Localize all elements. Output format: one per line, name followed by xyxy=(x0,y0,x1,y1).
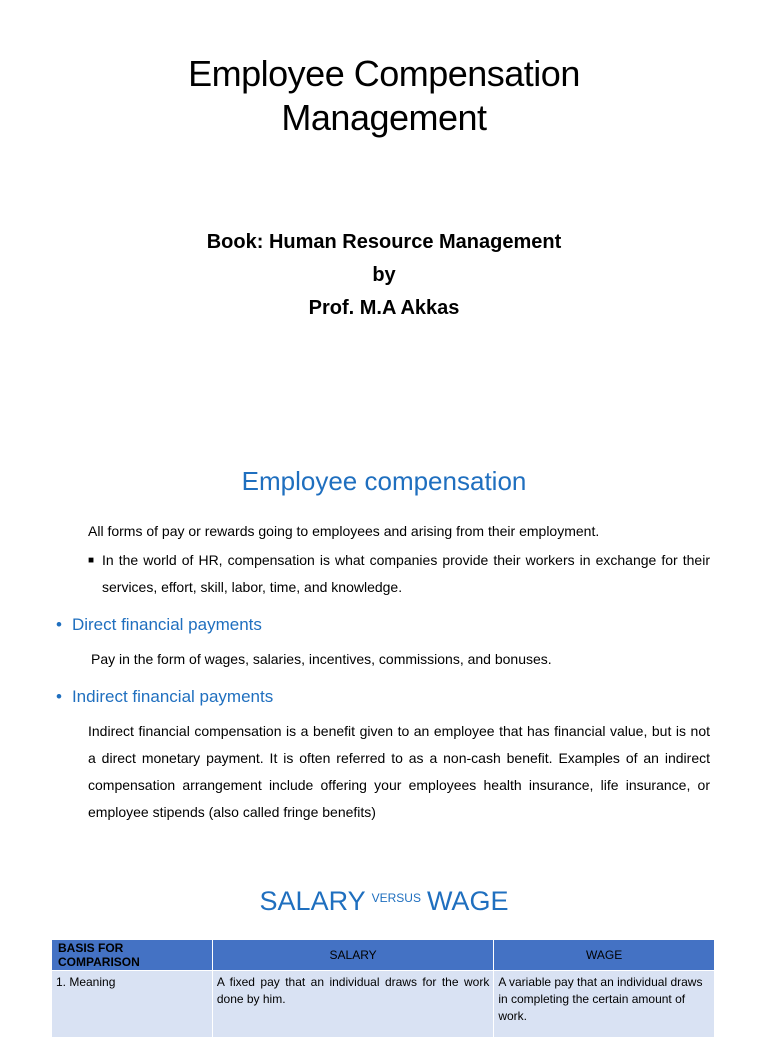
by-text: by xyxy=(372,264,396,286)
main-title-line2: Management xyxy=(281,97,487,138)
book-name: Book: Human Resource Management xyxy=(206,231,562,253)
square-bullet-icon: ■ xyxy=(88,555,95,566)
table-row xyxy=(52,971,715,1038)
indirect-payments-label: Indirect financial payments xyxy=(71,687,274,706)
section-title: Employee compensation xyxy=(241,466,527,496)
salary-title: SALARY xyxy=(259,886,366,916)
wage-title: WAGE xyxy=(426,886,509,916)
direct-payments-heading xyxy=(56,615,262,635)
row-basis: 1. Meaning xyxy=(52,971,213,1038)
header-salary: SALARY xyxy=(212,940,493,971)
direct-payments-text: Pay in the form of wages, salaries, incentives, commissions, and bonuses. xyxy=(91,651,552,667)
row-salary: A fixed pay that an individual draws for the work done by him. xyxy=(212,971,493,1038)
bullet-dot-icon: • xyxy=(56,615,62,634)
row-wage: A variable pay that an individual draws in completing the certain amount of work. xyxy=(494,971,715,1038)
versus-text: VERSUS xyxy=(371,891,421,905)
table-header-row xyxy=(52,940,715,971)
hr-compensation-text: In the world of HR, compensation is what companies provide their workers in exchange for their services, effort, skill, labor, time, and knowledge. xyxy=(102,552,710,595)
bullet-dot-icon: • xyxy=(56,687,62,706)
indirect-payments-heading xyxy=(56,687,273,707)
header-wage: WAGE xyxy=(494,940,715,971)
author-name: Prof. M.A Akkas xyxy=(308,297,460,319)
definition-text: All forms of pay or rewards going to employees and arising from their employment. xyxy=(88,523,600,539)
direct-payments-label: Direct financial payments xyxy=(71,615,262,634)
indirect-payments-text: Indirect financial compensation is a benefit given to an employee that has financial value, but is not a direct monetary payment. It is often referred to as a non-cash benefit. Examples of an indirect compensation arrangement include offering your employees health insurance, life insurance, or employee stipends (also called fringe benefits) xyxy=(88,723,710,820)
salary-versus-wage-title xyxy=(0,886,768,917)
comparison-table xyxy=(51,939,715,1038)
main-title-line1: Employee Compensation xyxy=(188,53,580,94)
header-basis: BASIS FOR COMPARISON xyxy=(52,940,213,971)
